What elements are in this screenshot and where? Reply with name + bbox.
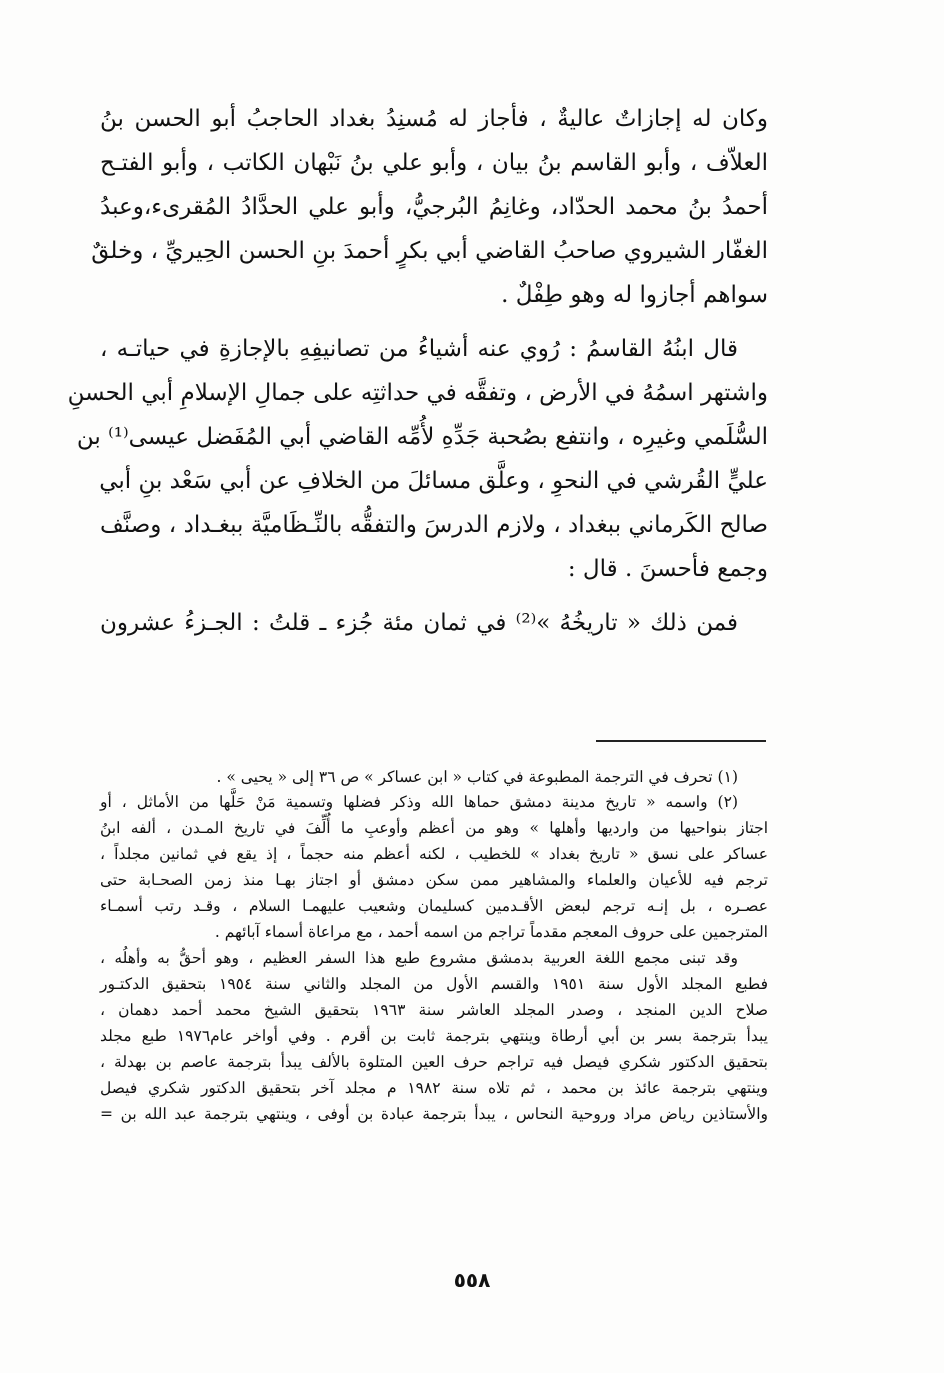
- text-line: صالح الكَرماني ببغداد ، ولازم الدرسَ والتفقُّه بالنِّـظَاميَّة ببغـداد ، وصنَّف: [100, 512, 768, 538]
- main-text: [67, 106, 768, 636]
- footnote-2-continuation: [100, 951, 768, 1125]
- footnote-line: يبدأ بترجمة بسر بن أبي أرطاة وينتهي بترجمة ثابت بن أقرم . وفي أواخر عام١٩٧٦ طبع مجلد: [100, 1027, 768, 1045]
- page-number: ٥٥٨: [453, 1268, 491, 1292]
- footnote-line: والأستاذين رياض مراد وروحية النحاس ، يبدأ بترجمة عبادة بن أوفى ، وينتهي بترجمة عبد الله بن =: [100, 1105, 768, 1123]
- footnote-1: (١) تحرف في الترجمة المطبوعة في كتاب « ابن عساكر » ص ٣٦ إلى « يحيى » .: [216, 768, 738, 786]
- text-line: السُّلَمي وغيرِه ، وانتفع بصُحبة جَدِّهِ لأُمِّه القاضي أبي المُفَضل عيسى⁽¹⁾ بن: [76, 424, 768, 450]
- footnote-line: (٢) واسمه « تاريخ مدينة دمشق حماها الله وذكر فضلها وتسمية مَنْ حَلَّها من الأماثل ، أو: [100, 793, 738, 811]
- footnote-line: فطبع المجلد الأول سنة ١٩٥١ والقسم الأول من المجلد والثاني سنة ١٩٥٤ بتحقيق الدكتـور: [100, 975, 768, 993]
- footnote-line: عساكر على نسق « تاريخ بغداد » للخطيب ، لكنه أعظم منه حجماً ، إذ يقع في ثمانين مجلداً ،: [100, 845, 768, 863]
- footnotes: [100, 770, 768, 1125]
- text-line: العلاّف ، وأبو القاسم بنُ بيان ، وأبو علي بنُ نَبْهان الكاتب ، وأبو الفتـح: [100, 150, 768, 176]
- footnote-line: ترجم فيه للأعيان والعلماء والمشاهير ممن سكن دمشق أو اجتاز بهـا منذ زمن الصحـابة حتى: [100, 871, 768, 889]
- text-line: سواهم أجازوا له وهو طِفْلٌ .: [501, 282, 768, 308]
- text-line: الغفّار الشيروي صاحبُ القاضي أبي بكرٍ أحمدَ بنِ الحسن الحِيريِّ ، وخلقٌ: [91, 238, 768, 264]
- text-line: عليٍّ القُرشي في النحوِ ، وعلَّق مسائلَ من الخلافِ عن أبي سَعْد بنِ أبي: [99, 468, 768, 494]
- footnote-line: بتحقيق الدكتور شكري فيصل فيه تراجم حرف العين المتلوة بالألف يبدأ بترجمة عاصم بن بهدلة ،: [100, 1053, 768, 1071]
- footnote-line: عصـره ، بل إنـه ترجم لبعض الأقـدمين كسليمان وشعيب عليهمـا السلام ، وقـد رتب أسمـاء: [100, 897, 768, 915]
- footnote-line: وينتهي بترجمة عائذ بن محمد ، ثم تلاه سنة ١٩٨٢ م مجلد آخر بتحقيق الدكتور شكري فيصل: [100, 1079, 768, 1097]
- text-line: وجمع فأحسنَ . قال :: [567, 556, 768, 582]
- paragraph-2: [67, 336, 768, 582]
- footnote-line: المترجمين على حروف المعجم مقدماً تراجم من اسمه أحمد ، مع مراعاة أسماء آبائهم .: [214, 923, 768, 941]
- paragraph-1: [91, 106, 768, 308]
- text-line: قال ابنُهُ القاسمُ : رُوي عنه أشياءُ من تصانيفِهِ بالإجازةِ في حياتـه ،: [100, 336, 738, 362]
- text-line: وكان له إجازاتٌ عاليةٌ ، فأجاز له مُسنِدُ بغداد الحاجبُ أبو الحسن بنُ: [100, 106, 768, 132]
- text-line: فمن ذلك « تاريخُهُ »⁽²⁾ في ثمان مئة جُزء ـ قلتُ : الجـزءُ عشرون: [100, 610, 738, 636]
- footnote-line: اجتاز بنواحيها من وارديها وأهلها » وهو من أعظم وأوعبِ ما أُلِّفَ في تاريخ المـدن ، ألفه ابنُ: [100, 819, 768, 837]
- text-line: واشتهر اسمُهُ في الأرض ، وتفقَّه في حداثتِه على جمالِ الإسلامِ أبي الحسنِ: [67, 380, 768, 406]
- footnote-line: صلاح الدين المنجد ، وصدر المجلد العاشر سنة ١٩٦٣ بتحقيق الشيخ محمد أحمد دهمان ،: [100, 1001, 768, 1019]
- footnote-separator: [596, 740, 766, 742]
- text-line: أحمدُ بنُ محمد الحدّاد، وغانِمُ البُرجيُّ، وأبو علي الحدَّادُ المُقرىء،وعبدُ: [100, 194, 768, 220]
- paragraph-3: [100, 612, 768, 636]
- footnote-2: [100, 795, 768, 943]
- footnote-line: وقد تبنى مجمع اللغة العربية بدمشق مشروع طبع هذا السفر العظيم ، وهو أحقُّ به وأهلُه ،: [100, 949, 738, 967]
